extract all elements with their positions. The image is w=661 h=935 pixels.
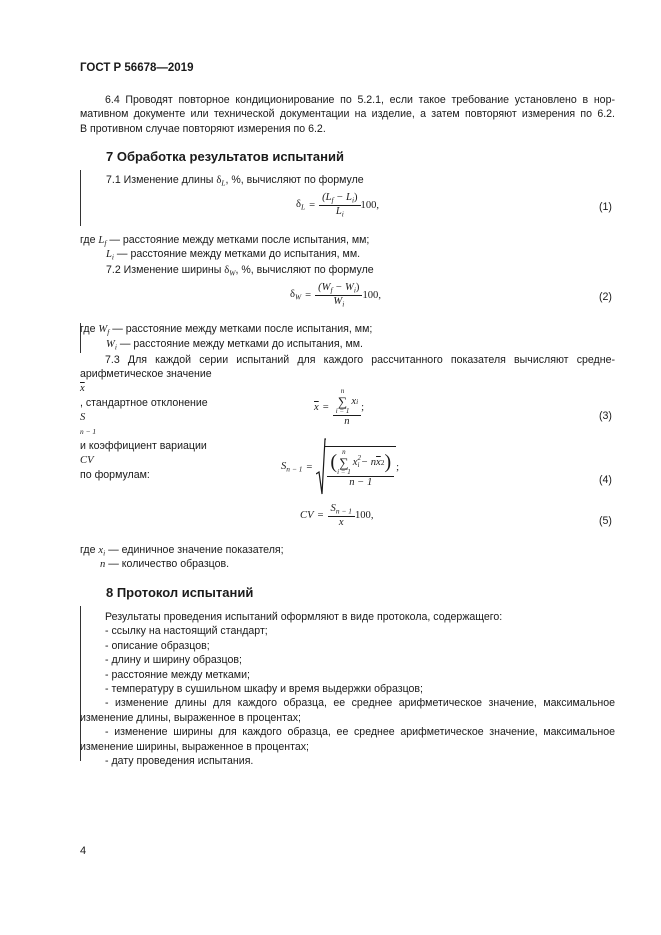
delta-sub: L — [221, 178, 226, 188]
eq1-tail: 100, — [360, 199, 380, 211]
equation-2-number: (2) — [599, 291, 612, 303]
list-item: - температуру в сушильном шкафу и время выдержки образцов; — [105, 683, 423, 696]
list-item: - дату проведения испытания. — [105, 755, 254, 768]
change-bar-7-1 — [80, 170, 81, 226]
where-2: где $W_f$ — расстояние между метками после испытания, мм; — [80, 323, 373, 337]
eq2-tail: 100, — [362, 289, 381, 301]
paragraph-6-4-line-2: мативном документе или технической документации на изделие, а затем повторяют измерения по 6.2. — [80, 108, 615, 121]
equation-1-number: (1) — [599, 201, 612, 213]
page-number: 4 — [80, 845, 87, 857]
where-1b: $L_i$ — расстояние между метками до испытания, мм. — [106, 248, 361, 262]
equation-2: $\delta_W$ = $\frac{(W_f - W_i)}{W_i}$ 100, — [290, 282, 381, 309]
list-item: - изменение ширины для каждого образца, ее среднее арифметическое значение, максимальное — [105, 726, 615, 739]
list-item: - расстояние между метками; — [105, 668, 250, 681]
list-item: - ссылку на настоящий стандарт; — [105, 625, 268, 638]
eq1-lhs: $\delta_L$ — [296, 198, 306, 212]
p73-line-1: 7.3 Для каждой серии испытаний для каждого рассчитанного показателя вычисляют средне- — [105, 354, 615, 366]
eq4-fraction: ( n ∑ i = 1 x 2 i − n $\overline{x}$ 2 ) n − 1 — [327, 449, 394, 488]
eq4-lhs: $S_{n - 1}$ — [281, 460, 303, 474]
p71-text-a: 7.1 Изменение длины — [106, 174, 217, 186]
equation-5-number: (5) — [599, 515, 612, 527]
equation-4: $S_{n - 1}$ = ( n ∑ i = 1 x 2 i − n $\overline{x}$ 2 ) n − 1 ; — [281, 438, 399, 496]
eq3-lhs: $\overline{x}$ — [314, 402, 319, 413]
protocol-intro: Результаты проведения испытаний оформляют в виде протокола, содержащего: — [105, 611, 503, 623]
equation-5: CV = $\frac{S_{n - 1}}{x}$ 100, — [300, 503, 374, 528]
p73-line-2: арифметическое значение $\overline{x}$ , стандартное отклонение S n − 1 и коэффициент вариации CV по формулам: — [80, 368, 212, 482]
where-3b: n — количество образцов. — [100, 558, 230, 570]
paragraph-6-4 — [80, 93, 615, 136]
list-item-continuation: изменение ширины, выраженное в процентах; — [80, 740, 309, 753]
equation-1: $\delta_L$ = $\frac{(L_f - L_i)}{L_i}$ 100, — [296, 192, 380, 219]
where-2b: $W_i$ — расстояние между метками до испытания, мм. — [106, 338, 363, 352]
document-header: ГОСТ Р 56678—2019 — [80, 62, 194, 74]
where-3: где $x_i$ — единичное значение показателя; — [80, 544, 284, 558]
eq2-fraction: $\frac{(W_f - W_i)}{W_i}$ — [315, 282, 362, 308]
list-item: - изменение длины для каждого образца, ее среднее арифметическое значение, максимальное — [105, 697, 615, 710]
equation-3: $\overline{x}$ = n ∑ i = 1 x i n ; — [314, 387, 365, 427]
where-1: где $L_f$ — расстояние между метками после испытания, мм; — [80, 234, 370, 248]
section-7-heading: 7 Обработка результатов испытаний — [106, 149, 344, 164]
eq2-lhs: $\delta_W$ — [290, 288, 302, 302]
eq3-fraction: n ∑ i = 1 x i n — [333, 388, 361, 427]
list-item-continuation: изменение длины, выраженное в процентах; — [80, 711, 302, 724]
eq5-lhs: CV — [300, 509, 314, 521]
paragraph-6-4-line-1: 6.4 Проводят повторное кондиционирование по 5.2.1, если такое требование установлено в нор- — [105, 94, 615, 106]
section-8-heading: 8 Протокол испытаний — [106, 585, 254, 600]
list-item: - длину и ширину образцов; — [105, 654, 242, 667]
section-8-body — [80, 610, 615, 768]
delta-symbol: δ — [216, 175, 222, 186]
eq5-fraction: $\frac{S_{n - 1}}{x}$ — [328, 503, 355, 528]
paragraph-6-4-line-3: В противном случае повторяют измерения по 6.2. — [80, 122, 326, 135]
eq1-fraction: $\frac{(L_f - L_i)}{L_i}$ — [319, 192, 360, 218]
list-item: - описание образцов; — [105, 639, 210, 652]
paragraph-7-1 — [106, 173, 364, 191]
p71-text-b: , %, вычисляют по формуле — [225, 174, 364, 186]
equation-3-number: (3) — [599, 410, 612, 422]
paragraph-7-2: 7.2 Изменение ширины $\delta_W$, %, вычисляют по формуле — [106, 264, 374, 278]
equation-4-number: (4) — [599, 474, 612, 486]
